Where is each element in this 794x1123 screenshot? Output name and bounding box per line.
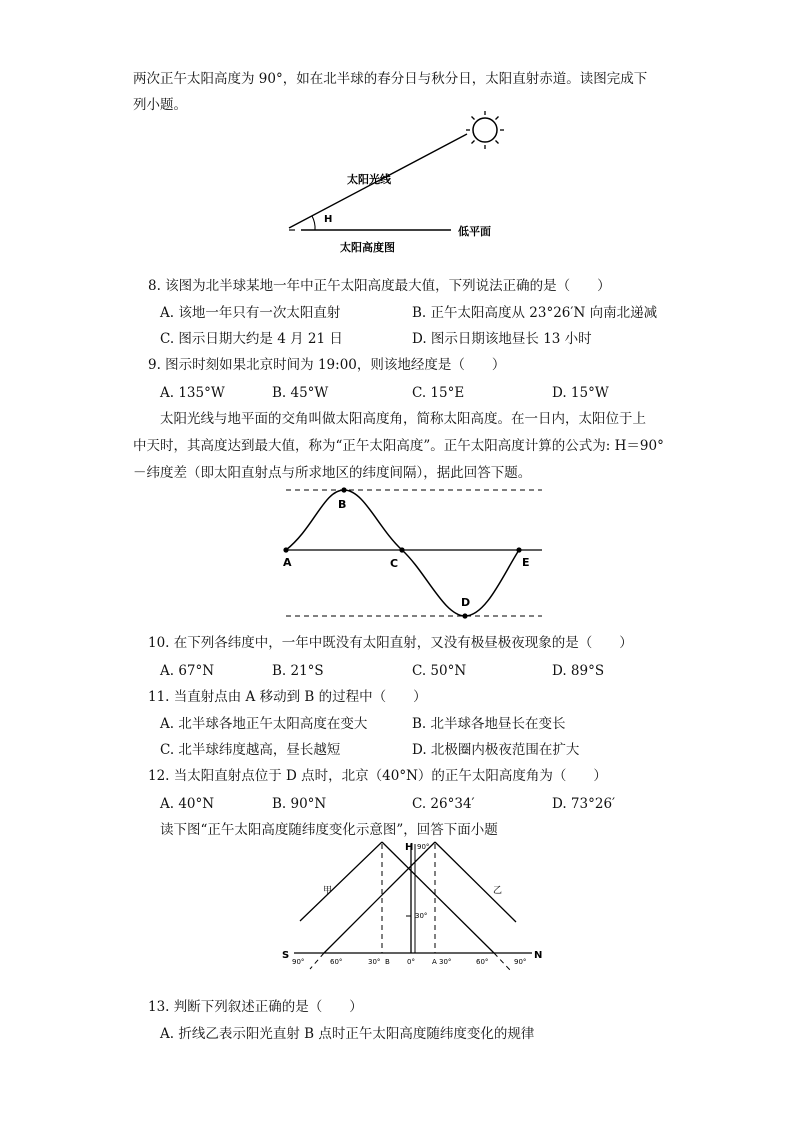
para2-line-3: －纬度差（即太阳直射点与所求地区的纬度间隔），据此回答下题。 [133, 465, 532, 481]
q12-option-b[interactable]: B. 90°N [272, 796, 327, 812]
angle-label: H [324, 214, 333, 225]
q13-option-a[interactable]: A. 折线乙表示阳光直射 B 点时正午太阳高度随纬度变化的规律 [160, 1026, 535, 1042]
angle-arc [312, 216, 315, 230]
tick-90-top: 90° [417, 843, 430, 851]
tick-n30: 30° [439, 958, 452, 966]
intro-line-2: 列小题。 [133, 97, 187, 113]
line-jia-extension [494, 953, 510, 970]
sine-curve [286, 490, 519, 616]
point-c [399, 547, 404, 552]
label-c: C [390, 557, 399, 570]
q8-option-d[interactable]: D. 图示日期该地昼长 13 小时 [412, 331, 592, 347]
para2-line-1: 太阳光线与地平面的交角叫做太阳高度角，简称太阳高度。在一日内，太阳位于上 [160, 411, 646, 427]
label-b: B [338, 498, 347, 511]
line-jia-left [300, 842, 382, 921]
solar-altitude-diagram [285, 108, 525, 260]
q8-option-c[interactable]: C. 图示日期大约是 4 月 21 日 [160, 331, 343, 347]
q10-option-b[interactable]: B. 21°S [272, 663, 324, 679]
label-s: S [282, 950, 290, 961]
q9-stem: 9. 图示时刻如果北京时间为 19:00，则该地经度是（ ） [148, 357, 506, 373]
q8-stem: 8. 该图为北半球某地一年中正午太阳高度最大值，下列说法正确的是（ ） [148, 278, 611, 294]
tick-n90: 90° [514, 958, 527, 966]
tick-a: A [432, 958, 437, 966]
label-jia: 甲 [323, 886, 333, 896]
q12-stem: 12. 当太阳直射点位于 D 点时，北京（40°N）的正午太阳高度角为（ ） [148, 768, 607, 784]
q10-option-c[interactable]: C. 50°N [412, 663, 467, 679]
q9-option-b[interactable]: B. 45°W [272, 385, 329, 401]
tick-b: B [385, 958, 390, 966]
ground-label: 低平面 [458, 225, 491, 238]
label-a: A [283, 556, 292, 569]
figure-caption: 太阳高度图 [340, 241, 395, 254]
line-jia-right [382, 842, 494, 953]
label-d: D [461, 596, 471, 609]
tick-s30: 30° [368, 958, 381, 966]
tick-s60: 60° [330, 958, 343, 966]
line-yi-right [435, 842, 516, 922]
label-e: E [522, 556, 530, 569]
intro-line-1: 两次正午太阳高度为 90°，如在北半球的春分日与秋分日，太阳直射赤道。读图完成下 [133, 71, 648, 87]
line-yi-extension [310, 953, 324, 969]
point-b [341, 487, 346, 492]
tick-0: 0° [407, 958, 415, 966]
q10-stem: 10. 在下列各纬度中，一年中既没有太阳直射，又没有极昼极夜现象的是（ ） [148, 635, 633, 651]
noon-altitude-latitude-diagram [278, 836, 550, 986]
q11-option-d[interactable]: D. 北极圈内极夜范围在扩大 [412, 742, 580, 758]
sun-icon [466, 111, 504, 149]
q9-option-c[interactable]: C. 15°E [412, 385, 465, 401]
point-d [462, 613, 467, 618]
point-a [283, 547, 288, 552]
q9-option-d[interactable]: D. 15°W [552, 385, 609, 401]
q8-option-b[interactable]: B. 正午太阳高度从 23°26′N 向南北递减 [412, 305, 658, 321]
q11-option-b[interactable]: B. 北半球各地昼长在变长 [412, 716, 566, 732]
q9-option-a[interactable]: A. 135°W [160, 385, 225, 401]
q12-option-a[interactable]: A. 40°N [160, 796, 215, 812]
tick-n60: 60° [476, 958, 489, 966]
q10-option-d[interactable]: D. 89°S [552, 663, 605, 679]
q12-option-c[interactable]: C. 26°34′ [412, 796, 475, 812]
q11-stem: 11. 当直射点由 A 移动到 B 的过程中（ ） [148, 689, 427, 705]
tick-30-mid: 30° [415, 912, 428, 920]
q12-option-d[interactable]: D. 73°26′ [552, 796, 616, 812]
h-label: H [405, 842, 414, 853]
intro3-line: 读下图“正午太阳高度随纬度变化示意图”，回答下面小题 [160, 822, 498, 838]
tick-s90: 90° [292, 958, 305, 966]
q8-option-a[interactable]: A. 该地一年只有一次太阳直射 [160, 305, 341, 321]
q13-stem: 13. 判断下列叙述正确的是（ ） [148, 999, 363, 1015]
direct-point-wave-diagram [278, 480, 548, 625]
ray-label: 太阳光线 [347, 173, 391, 186]
q11-option-a[interactable]: A. 北半球各地正午太阳高度在变大 [160, 716, 368, 732]
label-yi: 乙 [493, 886, 503, 896]
para2-line-2: 中天时，其高度达到最大值，称为“正午太阳高度”。正午太阳高度计算的公式为: H＝90° [133, 438, 664, 454]
label-n: N [534, 950, 543, 961]
line-yi-left [324, 842, 435, 953]
q10-option-a[interactable]: A. 67°N [160, 663, 215, 679]
q11-option-c[interactable]: C. 北半球纬度越高，昼长越短 [160, 742, 341, 758]
point-e [516, 547, 521, 552]
